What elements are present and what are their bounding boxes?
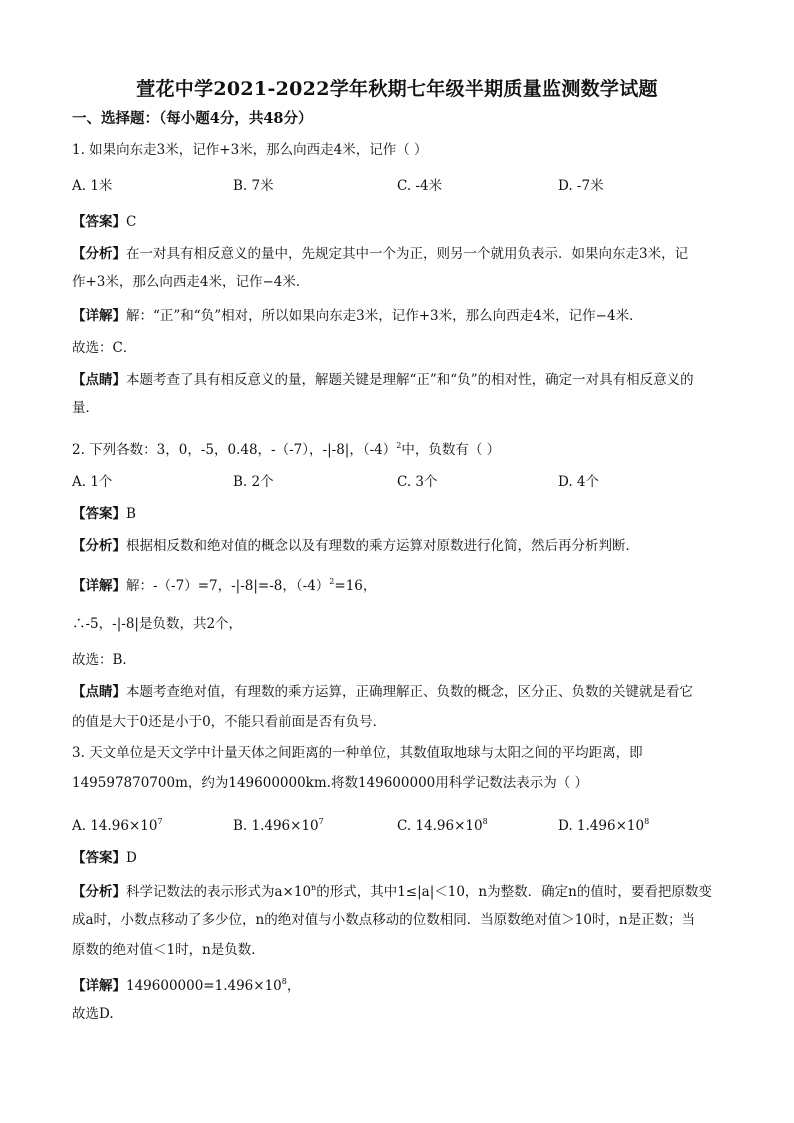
- q3-option-b-text: B. 1.496×10: [233, 818, 319, 834]
- comment-label: 【点睛】: [72, 372, 126, 388]
- q3-option-b: [233, 813, 324, 835]
- q3-analysis-text: 科学记数法的表示形式为a×10: [126, 884, 312, 900]
- detail-label: 【详解】: [72, 978, 126, 994]
- section-heading: 一、选择题：（每小题4分，共48分）: [72, 110, 313, 127]
- q2-answer: [72, 505, 722, 523]
- q3-option-a-exponent: 7: [157, 817, 163, 826]
- q2-stem: [72, 437, 722, 459]
- analysis-label: 【分析】: [72, 246, 126, 262]
- q1-analysis-text: 在一对具有相反意义的量中，先规定其中一个为正，则另一个就用负表示．如果向东走3米，记: [126, 246, 689, 262]
- q1-comment-cont: 量．: [72, 400, 99, 416]
- q3-option-d-exponent: 8: [644, 817, 650, 826]
- q1-detail-text: 解：“正”和“负”相对，所以如果向东走3米，记作+3米，那么向西走4米，记作−4米．: [126, 308, 643, 324]
- q1-option-d: D. -7米: [558, 178, 604, 194]
- q3-analysis-exponent: n: [311, 883, 317, 892]
- q2-option-a: A. 1个: [72, 474, 113, 490]
- q2-comment-cont: 的值是大于0还是小于0，不能只看前面是否有负号．: [72, 714, 387, 730]
- q2-option-d: D. 4个: [558, 474, 600, 490]
- q3-answer: [72, 849, 722, 867]
- q3-detail-exponent: 8: [281, 977, 287, 986]
- q2-choose: 故选：B．: [72, 652, 136, 668]
- q3-stem: 3. 天文单位是天文学中计量天体之间距离的一种单位，其数值取地球与太阳之间的平均距离，即: [72, 745, 643, 761]
- q2-detail-exponent: 2: [329, 577, 335, 586]
- q3-option-d-text: D. 1.496×10: [558, 818, 645, 834]
- answer-label: 【答案】: [72, 506, 126, 522]
- q2-therefore: ∴-5，-|-8|是负数，共2个，: [72, 616, 243, 632]
- q1-option-b: B. 7米: [233, 178, 274, 194]
- q2-answer-value: B: [126, 506, 136, 522]
- q3-option-c-exponent: 8: [482, 817, 488, 826]
- q1-option-a: A. 1米: [72, 178, 113, 194]
- page-title: 萱花中学2021-2022学年秋期七年级半期质量监测数学试题: [136, 78, 658, 100]
- q3-analysis: [72, 879, 722, 901]
- detail-label: 【详解】: [72, 578, 126, 594]
- q2-stem-tail: 中，负数有（ ）: [401, 442, 501, 458]
- q3-detail: [72, 973, 722, 995]
- q3-option-c: [397, 813, 488, 835]
- q2-detail-text: 解：-（-7）=7，-|-8|=-8，（-4）: [126, 578, 330, 594]
- q2-option-c: C. 3个: [397, 474, 438, 490]
- q2-stem-exponent: 2: [396, 441, 402, 450]
- q3-stem-cont: 149597870700m，约为149600000km.将数149600000用科学记数法表示为（ ）: [72, 775, 589, 791]
- q3-option-a: [72, 813, 163, 835]
- q3-detail-tail: ，: [286, 978, 301, 994]
- q1-answer-value: C: [126, 214, 137, 230]
- q2-option-b: B. 2个: [233, 474, 274, 490]
- q3-analysis-cont: 成a时，小数点移动了多少位，n的绝对值与小数点移动的位数相同．当原数绝对值＞10时，n是正数；当: [72, 912, 696, 928]
- q3-option-d: [558, 813, 649, 835]
- q2-analysis: [72, 537, 722, 555]
- q3-option-c-text: C. 14.96×10: [397, 818, 483, 834]
- q1-detail: [72, 307, 722, 325]
- q3-option-a-text: A. 14.96×10: [72, 818, 158, 834]
- detail-label: 【详解】: [72, 308, 126, 324]
- answer-label: 【答案】: [72, 214, 126, 230]
- q3-option-b-exponent: 7: [318, 817, 324, 826]
- q1-option-c: C. -4米: [397, 178, 443, 194]
- q2-detail-tail: =16，: [334, 578, 377, 594]
- q3-answer-value: D: [126, 850, 137, 866]
- q3-choose: 故选D.: [72, 1006, 114, 1022]
- q2-comment: [72, 683, 722, 701]
- q1-analysis: [72, 245, 722, 263]
- q2-detail: [72, 573, 722, 595]
- comment-label: 【点睛】: [72, 684, 126, 700]
- q1-answer: [72, 213, 722, 231]
- q2-analysis-text: 根据相反数和绝对值的概念以及有理数的乘方运算对原数进行化简，然后再分析判断．: [126, 538, 639, 554]
- q1-stem: 1. 如果向东走3米，记作+3米，那么向西走4米，记作（ ）: [72, 142, 428, 158]
- q1-analysis-cont: 作+3米，那么向西走4米，记作−4米．: [72, 274, 310, 290]
- q2-comment-text: 本题考查绝对值，有理数的乘方运算，正确理解正、负数的概念，区分正、负数的关键就是看它: [126, 684, 693, 700]
- analysis-label: 【分析】: [72, 884, 126, 900]
- q1-comment-text: 本题考查了具有相反意义的量，解题关键是理解“正”和“负”的相对性，确定一对具有相反意义的: [126, 372, 694, 388]
- q2-stem-text: 2. 下列各数：3，0，-5，0.48，-（-7），-|-8|，（-4）: [72, 442, 397, 458]
- q3-detail-text: 149600000=1.496×10: [126, 978, 282, 994]
- q3-analysis-cont2: 原数的绝对值＜1时，n是负数．: [72, 942, 265, 958]
- q1-choose: 故选：C．: [72, 340, 137, 356]
- analysis-label: 【分析】: [72, 538, 126, 554]
- answer-label: 【答案】: [72, 850, 126, 866]
- q1-comment: [72, 371, 722, 389]
- q3-analysis-tail: 的形式，其中1≤|a|＜10，n为整数．确定n的值时，要看把原数变: [316, 884, 712, 900]
